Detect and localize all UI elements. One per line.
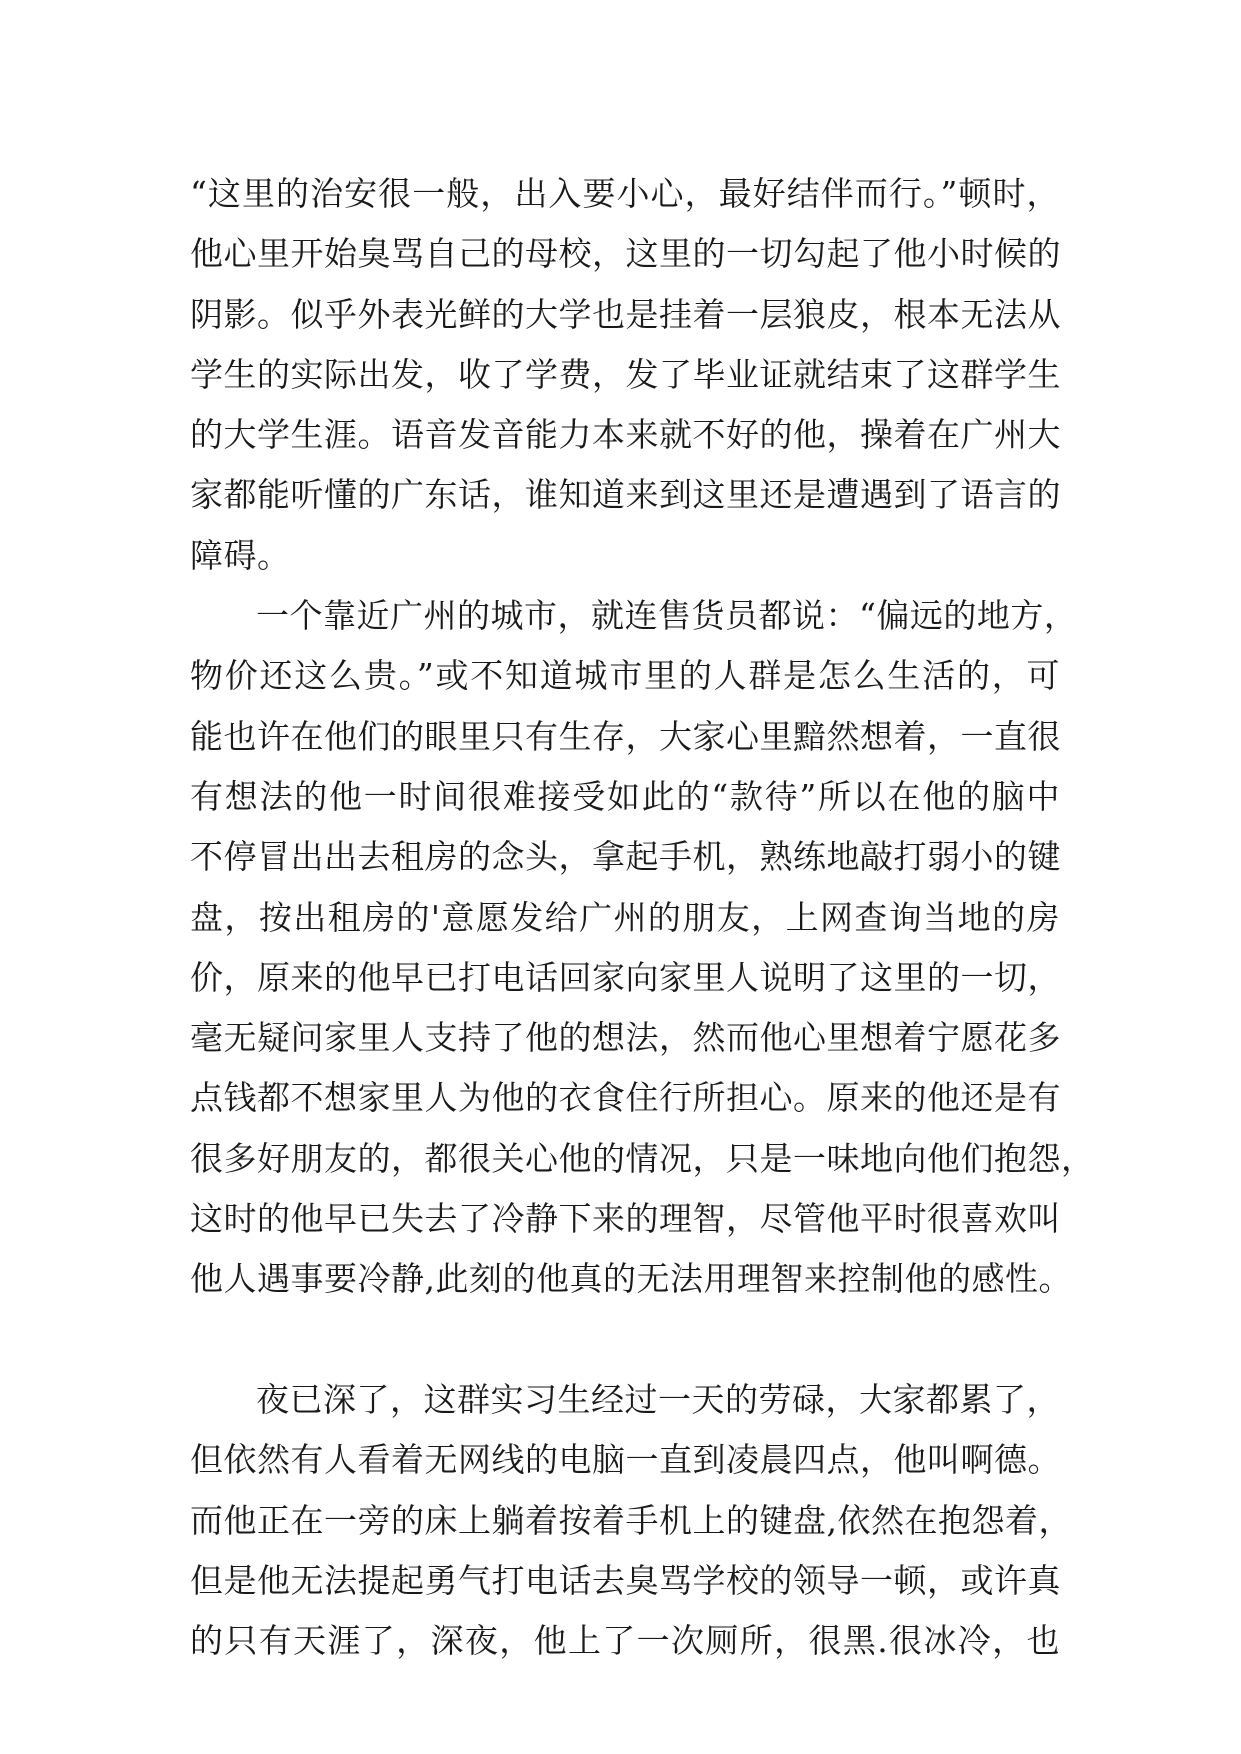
text-line: 有想法的他一时间很难接受如此的“款待”所以在他的脑中 — [190, 776, 1060, 816]
text-line: 点钱都不想家里人为他的衣食住行所担心。原来的他还是有 — [190, 1078, 1061, 1118]
text-line: 障碍。 — [190, 535, 291, 575]
text-line: 很多好朋友的，都很关心他的情况，只是一味地向他们抱怨， — [190, 1138, 1095, 1178]
text-line: 不停冒出出去租房的念头，拿起手机，熟练地敲打弱小的键 — [190, 837, 1061, 877]
text-line: 的大学生涯。语音发音能力本来就不好的他，操着在广州大 — [190, 415, 1061, 455]
document-body — [190, 164, 1095, 1671]
text-line: 物价还这么贵。”或不知道城市里的人群是怎么生活的，可 — [190, 656, 1060, 696]
text-line: 这时的他早已失去了冷静下来的理智，尽管他平时很喜欢叫 — [190, 1199, 1061, 1239]
text-line — [190, 1310, 1060, 1370]
paragraph-3 — [190, 1370, 1072, 1671]
text-line: 价，原来的他早已打电话回家向家里人说明了这里的一切， — [190, 957, 1061, 997]
paragraph-1 — [190, 164, 1060, 586]
text-line: 而他正在一旁的床上躺着按着手机上的键盘,依然在抱怨着， — [190, 1500, 1072, 1540]
text-line: 毫无疑问家里人支持了他的想法，然而他心里想着宁愿花多 — [190, 1018, 1061, 1058]
paragraph-2 — [190, 586, 1095, 1370]
text-line: 一个靠近广州的城市，就连售货员都说：“偏远的地方， — [256, 596, 1078, 636]
text-line: 他人遇事要冷静,此刻的他真的无法用理智来控制他的感性。 — [190, 1259, 1072, 1299]
text-line: 盘，按出租房的'意愿发给广州的朋友，上网查询当地的房 — [190, 897, 1060, 937]
text-line: 能也许在他们的眼里只有生存，大家心里黯然想着，一直很 — [190, 716, 1061, 756]
text-line: 学生的实际出发，收了学费，发了毕业证就结束了这群学生 — [190, 354, 1061, 394]
text-line: 但依然有人看着无网线的电脑一直到凌晨四点，他叫啊德。 — [190, 1440, 1061, 1480]
text-line: 夜已深了，这群实习生经过一天的劳碌，大家都累了， — [256, 1379, 1060, 1419]
text-line: 的只有天涯了，深夜，他上了一次厕所，很黑.很冰冷，也 — [190, 1621, 1060, 1661]
text-line: 但是他无法提起勇气打电话去臭骂学校的领导一顿，或许真 — [190, 1560, 1061, 1600]
text-line: “这里的治安很一般，出入要小心，最好结伴而行。”顿时， — [190, 174, 1060, 213]
text-line: 他心里开始臭骂自己的母校，这里的一切勾起了他小时候的 — [190, 234, 1061, 274]
text-line: 家都能听懂的广东话，谁知道来到这里还是遭遇到了语言的 — [190, 475, 1061, 515]
text-line: 阴影。似乎外表光鲜的大学也是挂着一层狼皮，根本无法从 — [190, 294, 1061, 334]
